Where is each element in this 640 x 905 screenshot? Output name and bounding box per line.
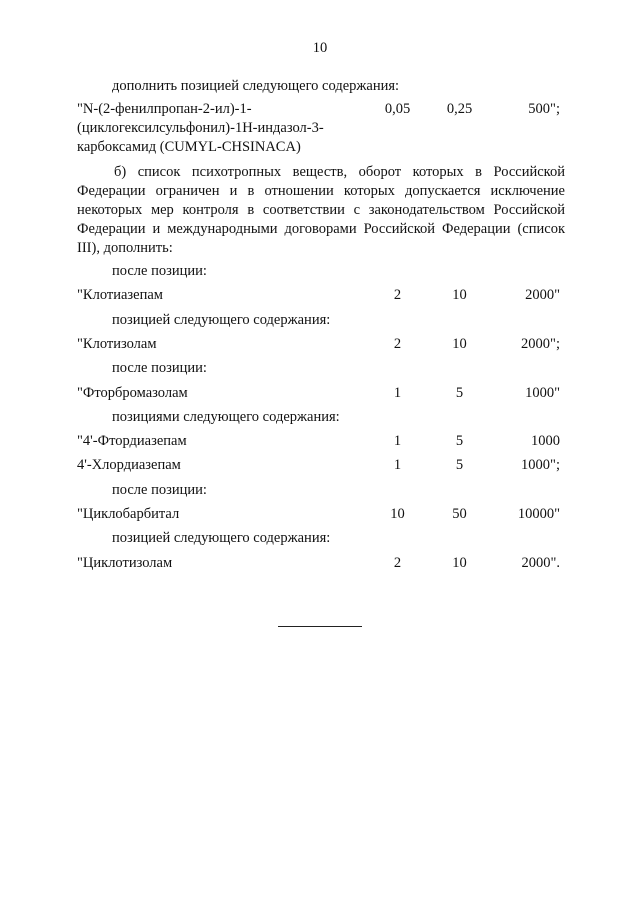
value-1: 1: [393, 457, 402, 473]
value-3: 1000": [525, 385, 560, 401]
value-1: 2: [393, 287, 402, 303]
value-1: 10: [390, 506, 405, 522]
substance-name: "Циклотизолам: [77, 555, 173, 571]
value-2: 10: [452, 287, 467, 303]
value-3: 2000".: [521, 555, 560, 571]
value-1: 1: [393, 433, 402, 449]
value-3: 1000: [531, 433, 560, 449]
substance-name: 4'-Хлордиазепам: [77, 457, 181, 473]
value-3: 2000": [525, 287, 560, 303]
substance-name: "Клотиазепам: [77, 287, 163, 303]
position-label: позицией следующего содержания:: [112, 530, 331, 546]
position-label: после позиции:: [112, 360, 207, 376]
position-label: позицией следующего содержания:: [112, 312, 331, 328]
value-1: 2: [393, 555, 402, 571]
value-1: 1: [393, 385, 402, 401]
value-2: 5: [455, 433, 464, 449]
value-2: 5: [455, 385, 464, 401]
value-3: 2000";: [521, 336, 560, 352]
substance-name: "Циклобарбитал: [77, 506, 180, 522]
value-2: 0,25: [446, 101, 473, 117]
value-3: 1000";: [521, 457, 560, 473]
value-1: 2: [393, 336, 402, 352]
value-2: 10: [452, 555, 467, 571]
substance-name: "4'-Фтордиазепам: [77, 433, 187, 449]
value-1: 0,05: [384, 101, 411, 117]
page-number: 10: [312, 40, 328, 56]
intro-line: дополнить позицией следующего содержания:: [112, 78, 400, 94]
position-label: позициями следующего содержания:: [112, 409, 340, 425]
substance-name: "Клотизолам: [77, 336, 157, 352]
value-2: 5: [455, 457, 464, 473]
value-3: 500";: [528, 101, 560, 117]
value-2: 50: [452, 506, 467, 522]
paragraph-b: [77, 163, 565, 258]
paragraph-b-text: б) список психотропных веществ, оборот которых в Российской Федерации ограничен и в отношении которых допускается исключение некоторых мер контроля в соответствии с законодательством Российской Федерации и международными договорами Российской Федерации (список III), дополнить:: [77, 164, 565, 256]
substance-name: "Фторбромазолам: [77, 385, 188, 401]
substance-name-line: (циклогексилсульфонил)-1Н-индазол-3-: [77, 120, 324, 136]
position-label: после позиции:: [112, 482, 207, 498]
value-3: 10000": [517, 506, 560, 522]
end-divider: [278, 626, 362, 627]
position-label: после позиции:: [112, 263, 207, 279]
substance-name-line: карбоксамид (CUMYL-CHSINACA): [77, 139, 301, 155]
substance-name-line: "N-(2-фенилпропан-2-ил)-1-: [77, 101, 252, 117]
value-2: 10: [452, 336, 467, 352]
